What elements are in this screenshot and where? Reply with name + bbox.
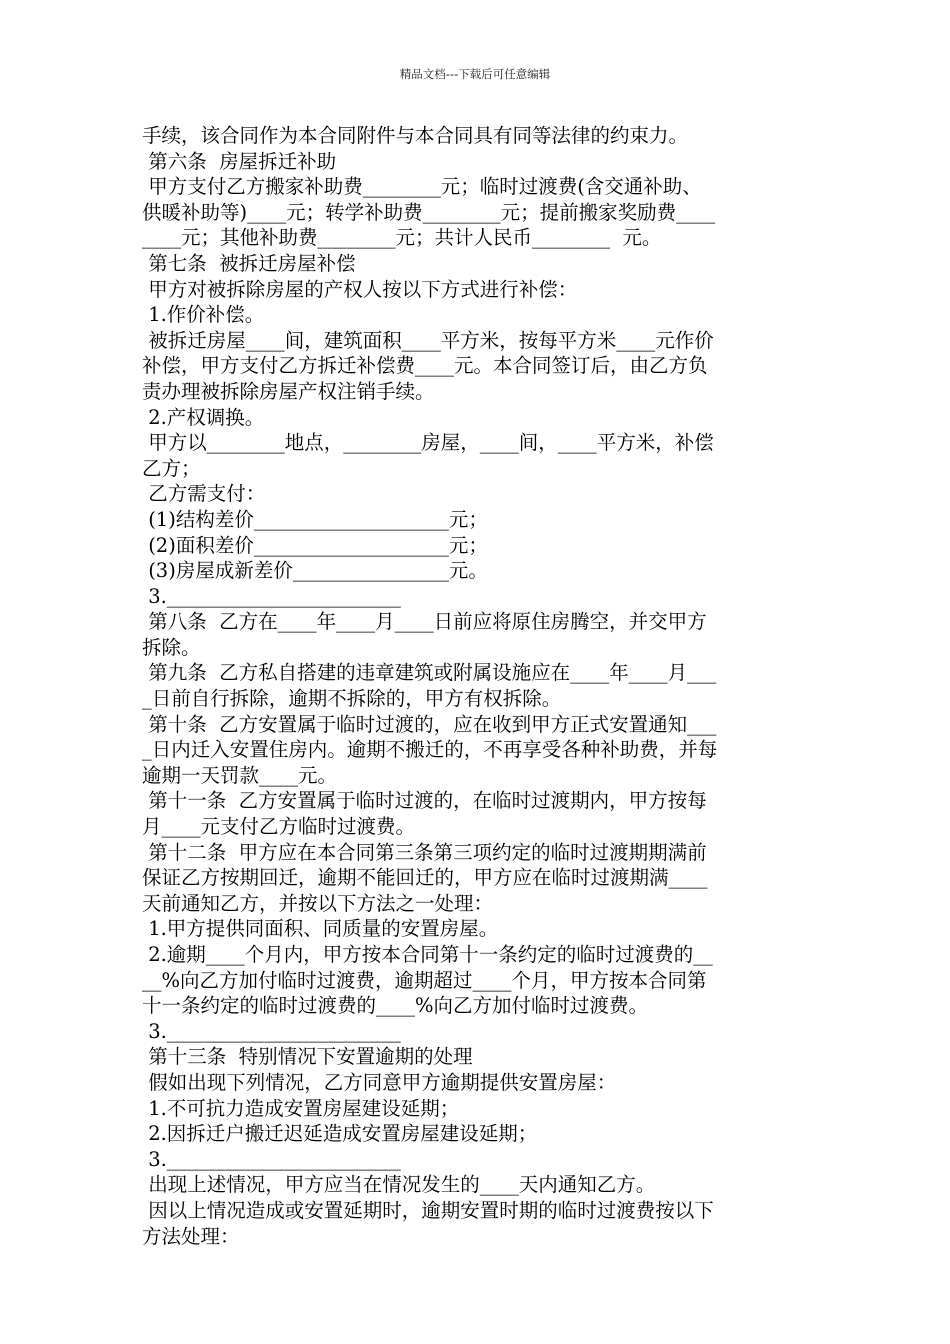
text-line: 逾期一天罚款____元。	[142, 763, 338, 787]
text-line: 因以上情况造成或安置延期时，逾期安置时期的临时过渡费按以下	[142, 1198, 714, 1222]
text-line: 3.________________________	[142, 1147, 401, 1171]
text-line: 第十一条 乙方安置属于临时过渡的，在临时过渡期内，甲方按每	[142, 789, 707, 813]
text-line: 第八条 乙方在____年____月____日前应将原住房腾空，并交甲方	[142, 610, 707, 634]
text-line: 第十二条 甲方应在本合同第三条第三项约定的临时过渡期期满前	[142, 840, 707, 864]
text-line: 乙方需支付：	[142, 482, 266, 506]
text-line: (1)结构差价____________________元；	[142, 507, 488, 531]
text-line: (3)房屋成新差价________________元。	[142, 559, 488, 583]
document-body	[142, 123, 822, 1249]
text-line: __%向乙方加付临时过渡费，逾期超过____个月，甲方按本合同第	[142, 968, 707, 992]
text-line: 第六条 房屋拆迁补助	[142, 149, 337, 173]
text-line: 甲方以________地点，________房屋，____间，____平方米，补偿	[142, 431, 714, 455]
page-header: 精品文档---下载后可任意编辑	[399, 67, 551, 81]
text-line: 被拆迁房屋____间，建筑面积____平方米，按每平方米____元作价	[142, 328, 714, 352]
text-line: 3.________________________	[142, 1019, 401, 1043]
text-line: 第十三条 特别情况下安置逾期的处理	[142, 1045, 473, 1069]
text-line: 拆除。	[142, 635, 201, 659]
text-line: 手续，该合同作为本合同附件与本合同具有同等法律的约束力。	[142, 124, 689, 147]
text-line: 出现上述情况，甲方应当在情况发生的____天内通知乙方。	[142, 1173, 656, 1197]
text-line: 3.________________________	[142, 584, 401, 608]
text-line: 甲方对被拆除房屋的产权人按以下方式进行补偿：	[142, 277, 578, 301]
text-line: (2)面积差价____________________元；	[142, 533, 488, 557]
text-line: 补偿，甲方支付乙方拆迁补偿费____元。本合同签订后，由乙方负	[142, 354, 708, 378]
text-line: 十一条约定的临时过渡费的____%向乙方加付临时过渡费。	[142, 994, 649, 1018]
text-line: 1.不可抗力造成安置房屋建设延期；	[142, 1096, 460, 1120]
text-line: 2.逾期____个月内，甲方按本合同第十一条约定的临时过渡费的__	[142, 943, 713, 966]
text-line: 甲方支付乙方搬家补助费________元；临时过渡费(含交通补助、	[142, 175, 702, 199]
text-line: 1.作价补偿。	[142, 303, 265, 327]
text-line: _日前自行拆除，逾期不拆除的，甲方有权拆除。	[142, 687, 562, 711]
text-line: 2.因拆迁户搬迁迟延造成安置房屋建设延期；	[142, 1122, 538, 1146]
text-line: 方法处理：	[142, 1224, 240, 1248]
text-line: 第七条 被拆迁房屋补偿	[142, 251, 356, 275]
text-line: _日内迁入安置住房内。逾期不搬迁的，不再享受各种补助费，并每	[142, 738, 718, 762]
text-line: 假如出现下列情况，乙方同意甲方逾期提供安置房屋：	[142, 1070, 617, 1094]
text-line: 供暖补助等)____元；转学补助费________元；提前搬家奖励费____	[142, 200, 716, 224]
text-line: 1.甲方提供同面积、同质量的安置房屋。	[142, 917, 499, 941]
text-line: 责办理被拆除房屋产权注销手续。	[142, 379, 435, 403]
text-line: 月____元支付乙方临时过渡费。	[142, 815, 416, 839]
text-line: 乙方；	[142, 456, 201, 480]
text-line: 第十条 乙方安置属于临时过渡的，应在收到甲方正式安置通知___	[142, 712, 717, 736]
text-line: 保证乙方按期回迁，逾期不能回迁的，甲方应在临时过渡期满____	[142, 866, 708, 890]
text-line: 2.产权调换。	[142, 405, 265, 429]
text-line: 天前通知乙方，并按以下方法之一处理：	[142, 891, 494, 915]
text-line: 第九条 乙方私自搭建的违章建筑或附属设施应在____年____月___	[142, 661, 717, 685]
text-line: ____元；其他补助费________元；共计人民币________ 元。	[142, 226, 662, 250]
